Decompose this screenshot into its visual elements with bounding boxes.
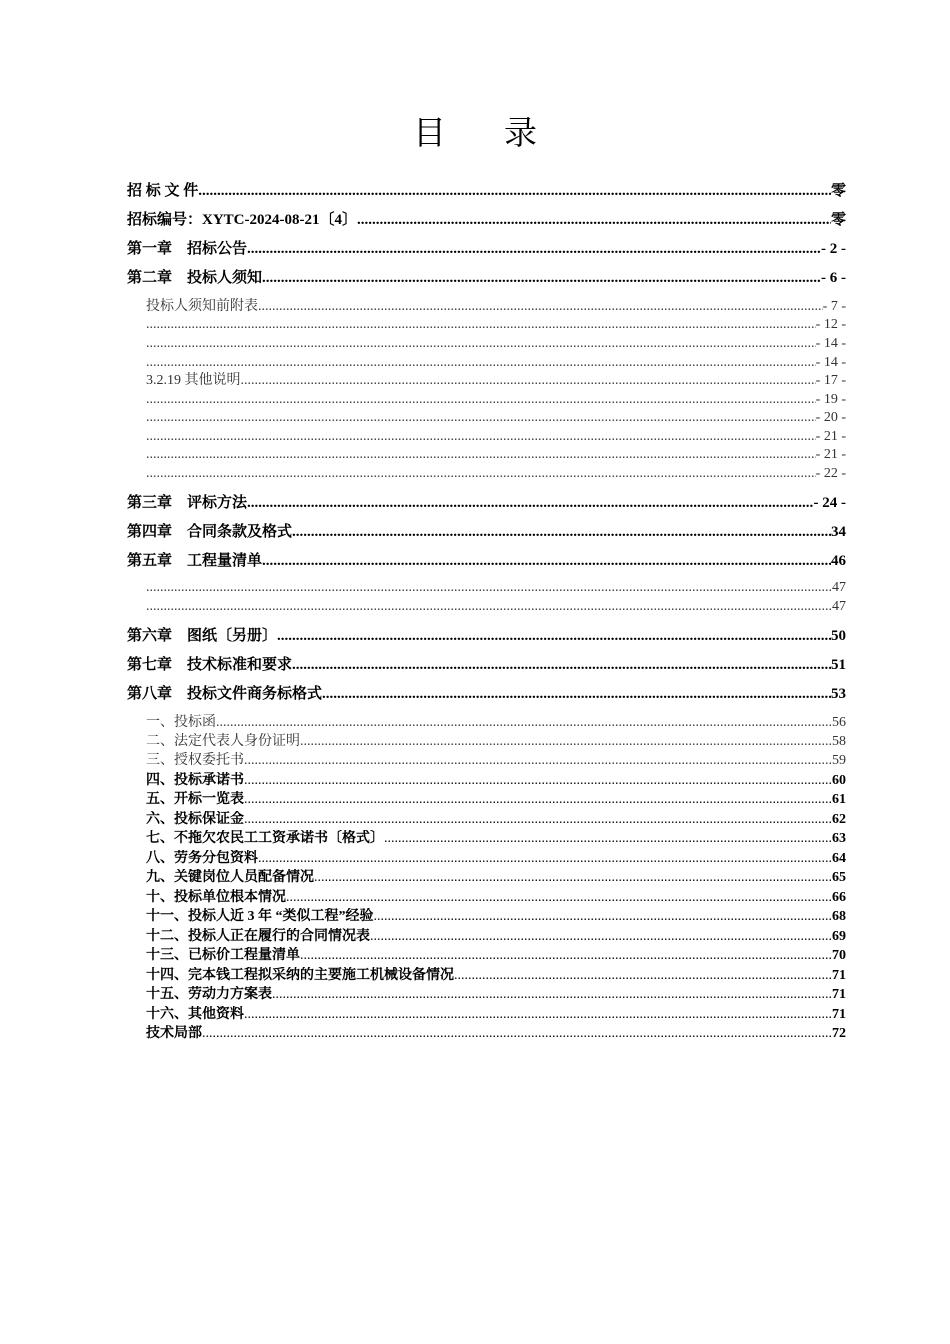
toc-entry-label: 第八章 投标文件商务标格式 xyxy=(127,686,323,702)
toc-entry-page: 47 xyxy=(832,580,846,595)
toc-entry[interactable] xyxy=(127,180,846,202)
toc-entry-page: - 14 - xyxy=(815,355,846,370)
toc-subentry[interactable] xyxy=(146,1025,846,1043)
toc-entry-page: - 19 - xyxy=(815,392,846,407)
toc-subentry[interactable] xyxy=(146,908,846,926)
toc-leader xyxy=(198,180,831,202)
toc-subentry[interactable] xyxy=(146,714,846,732)
toc-leader xyxy=(300,947,832,965)
toc-entry[interactable] xyxy=(127,654,846,676)
toc-entry-page: 72 xyxy=(832,1026,846,1041)
toc-entry-label: 第三章 评标方法 xyxy=(127,495,248,511)
toc-entry-page: 50 xyxy=(831,628,846,644)
toc-entry-label: 招标编号：XYTC-2024-08-21〔4〕 xyxy=(127,212,357,228)
toc-entry-label: 八、劳务分包资料 xyxy=(146,851,258,866)
toc-leader xyxy=(216,714,832,732)
toc-subentry[interactable] xyxy=(146,428,846,446)
toc-entry-page: - 6 - xyxy=(821,270,846,286)
toc-subentry[interactable] xyxy=(146,791,846,809)
toc-entry-label: 第六章 图纸〔另册〕 xyxy=(127,628,278,644)
toc-entry-page: 69 xyxy=(832,929,846,944)
toc-entry-label: 十、投标单位根本情况 xyxy=(146,890,286,905)
toc-entry[interactable] xyxy=(127,238,846,260)
toc-entry-page: 66 xyxy=(832,890,846,905)
toc-entry[interactable] xyxy=(127,521,846,543)
toc-leader xyxy=(292,654,831,676)
toc-entry-page: - 21 - xyxy=(815,447,846,462)
toc-subentry[interactable] xyxy=(146,928,846,946)
toc-leader xyxy=(241,372,816,390)
toc-entry-page: 零 xyxy=(830,183,846,199)
toc-entry-label: 十三、已标价工程量清单 xyxy=(146,948,300,963)
toc-subentry[interactable] xyxy=(146,967,846,985)
toc-entry-label: 六、投标保证金 xyxy=(146,812,244,827)
toc-title xyxy=(0,112,950,156)
toc-subentry[interactable] xyxy=(146,316,846,334)
toc-leader xyxy=(146,465,816,483)
toc-entry-label: 第五章 工程量清单 xyxy=(127,553,263,569)
toc-entry-page: 71 xyxy=(832,987,846,1002)
toc-subentry[interactable] xyxy=(146,850,846,868)
toc-entry-page: 46 xyxy=(831,553,846,569)
toc-entry[interactable] xyxy=(127,209,846,231)
toc-entry-page: 53 xyxy=(831,686,846,702)
toc-entry-page: 零 xyxy=(830,212,846,228)
toc-entry-page: 71 xyxy=(832,968,846,983)
toc-entry-page: 63 xyxy=(832,831,846,846)
toc-entry-label: 三、授权委托书 xyxy=(146,753,244,768)
toc-entry-page: - 12 - xyxy=(815,317,846,332)
toc-entry-page: 34 xyxy=(831,524,846,540)
toc-leader xyxy=(262,550,831,572)
toc-leader xyxy=(146,409,816,427)
toc-leader xyxy=(244,1006,832,1024)
toc-leader xyxy=(374,908,833,926)
toc-leader xyxy=(244,772,832,790)
toc-subentry[interactable] xyxy=(146,372,846,390)
toc-subentry[interactable] xyxy=(146,986,846,1004)
toc-entry-page: 68 xyxy=(832,909,846,924)
toc-leader xyxy=(146,391,816,409)
toc-entry-page: - 7 - xyxy=(822,299,846,314)
toc-entry-page: 64 xyxy=(832,851,846,866)
toc-entry[interactable] xyxy=(127,492,846,514)
toc-leader xyxy=(286,889,832,907)
toc-leader xyxy=(244,811,832,829)
toc-entry-page: - 24 - xyxy=(813,495,846,511)
toc-leader xyxy=(146,428,816,446)
toc-entry-page: - 21 - xyxy=(815,429,846,444)
toc-entry-label: 投标人须知前附表 xyxy=(146,299,258,314)
toc-entry-label: 技术局部 xyxy=(146,1026,202,1041)
toc-subentry[interactable] xyxy=(146,889,846,907)
toc-entry-page: - 14 - xyxy=(815,336,846,351)
toc-subentry[interactable] xyxy=(146,733,846,751)
toc-entry-label: 十四、完本钱工程拟采纳的主要施工机械设备情况 xyxy=(146,968,454,983)
toc-entry-label: 一、投标函 xyxy=(146,715,216,730)
toc-title-char-2: 录 xyxy=(504,116,537,152)
toc-leader xyxy=(146,335,816,353)
toc-subentry[interactable] xyxy=(146,579,846,597)
toc-entry-label: 第七章 技术标准和要求 xyxy=(127,657,293,673)
toc-subentry[interactable] xyxy=(146,335,846,353)
toc-leader xyxy=(357,209,831,231)
toc-leader xyxy=(314,869,832,887)
toc-subentry[interactable] xyxy=(146,391,846,409)
toc-entry-page: - 22 - xyxy=(815,466,846,481)
toc-entry-page: 58 xyxy=(832,734,846,749)
toc-entry-page: - 2 - xyxy=(821,241,846,257)
toc-entry-label: 第一章 招标公告 xyxy=(127,241,248,257)
toc-entry-label: 二、法定代表人身份证明 xyxy=(146,734,300,749)
toc-entry[interactable] xyxy=(127,550,846,572)
toc-subentry[interactable] xyxy=(146,947,846,965)
toc-entry-label: 十一、投标人近 3 年 “类似工程”经验 xyxy=(146,909,374,924)
toc-leader xyxy=(202,1025,832,1043)
toc-subentry[interactable] xyxy=(146,465,846,483)
toc-entry-label: 十五、劳动力方案表 xyxy=(146,987,272,1002)
toc-entry-page: 47 xyxy=(832,599,846,614)
toc-entry-page: 70 xyxy=(832,948,846,963)
toc-subentry[interactable] xyxy=(146,752,846,770)
toc-entry[interactable] xyxy=(127,683,846,705)
toc-leader xyxy=(322,683,831,705)
toc-leader xyxy=(272,986,832,1004)
toc-leader xyxy=(146,598,832,616)
toc-entry-label: 第二章 投标人须知 xyxy=(127,270,263,286)
toc-entry-page: 71 xyxy=(832,1007,846,1022)
toc-subentry[interactable] xyxy=(146,298,846,316)
toc-entry[interactable] xyxy=(127,625,846,647)
toc-leader xyxy=(244,752,832,770)
toc-entry-page: 59 xyxy=(832,753,846,768)
toc-subentry[interactable] xyxy=(146,354,846,372)
toc-leader xyxy=(247,238,821,260)
toc-leader xyxy=(262,267,821,289)
toc-entry-page: 51 xyxy=(831,657,846,673)
toc-leader xyxy=(146,579,832,597)
toc-leader xyxy=(146,354,816,372)
toc-entry-page: 62 xyxy=(832,812,846,827)
toc-entry-page: 60 xyxy=(832,773,846,788)
toc-leader xyxy=(258,850,832,868)
toc-entry-label: 第四章 合同条款及格式 xyxy=(127,524,293,540)
toc-entry-page: 61 xyxy=(832,792,846,807)
toc-leader xyxy=(370,928,832,946)
toc-title-char-1: 目 xyxy=(413,116,446,152)
toc-leader xyxy=(300,733,832,751)
toc-leader xyxy=(277,625,831,647)
toc-leader xyxy=(146,446,816,464)
toc-entry-page: - 20 - xyxy=(815,410,846,425)
toc-leader xyxy=(292,521,831,543)
toc-subentry[interactable] xyxy=(146,1006,846,1024)
toc-leader xyxy=(146,316,816,334)
toc-subentry[interactable] xyxy=(146,830,846,848)
toc-entry-page: 65 xyxy=(832,870,846,885)
toc-subentry[interactable] xyxy=(146,811,846,829)
toc-leader xyxy=(244,791,832,809)
toc-leader xyxy=(258,298,823,316)
toc-entry-page: - 17 - xyxy=(815,373,846,388)
toc-entry-label: 十六、其他资料 xyxy=(146,1007,244,1022)
toc-entry-label: 五、开标一览表 xyxy=(146,792,244,807)
toc-entry-label: 3.2.19 其他说明 xyxy=(146,373,241,388)
toc-entry-page: 56 xyxy=(832,715,846,730)
toc-entry-label: 九、关键岗位人员配备情况 xyxy=(146,870,314,885)
toc-subentry[interactable] xyxy=(146,409,846,427)
toc-subentry[interactable] xyxy=(146,446,846,464)
toc-leader xyxy=(247,492,813,514)
toc-leader xyxy=(384,830,832,848)
toc-leader xyxy=(454,967,832,985)
toc-entry-label: 十二、投标人正在履行的合同情况表 xyxy=(146,929,370,944)
toc-entry-label: 四、投标承诺书 xyxy=(146,773,244,788)
toc-subentry[interactable] xyxy=(146,598,846,616)
toc-subentry[interactable] xyxy=(146,772,846,790)
toc-entry[interactable] xyxy=(127,267,846,289)
toc-subentry[interactable] xyxy=(146,869,846,887)
toc-entry-label: 招 标 文 件 xyxy=(127,183,199,199)
toc-entry-label: 七、不拖欠农民工工资承诺书〔格式〕 xyxy=(146,831,384,846)
